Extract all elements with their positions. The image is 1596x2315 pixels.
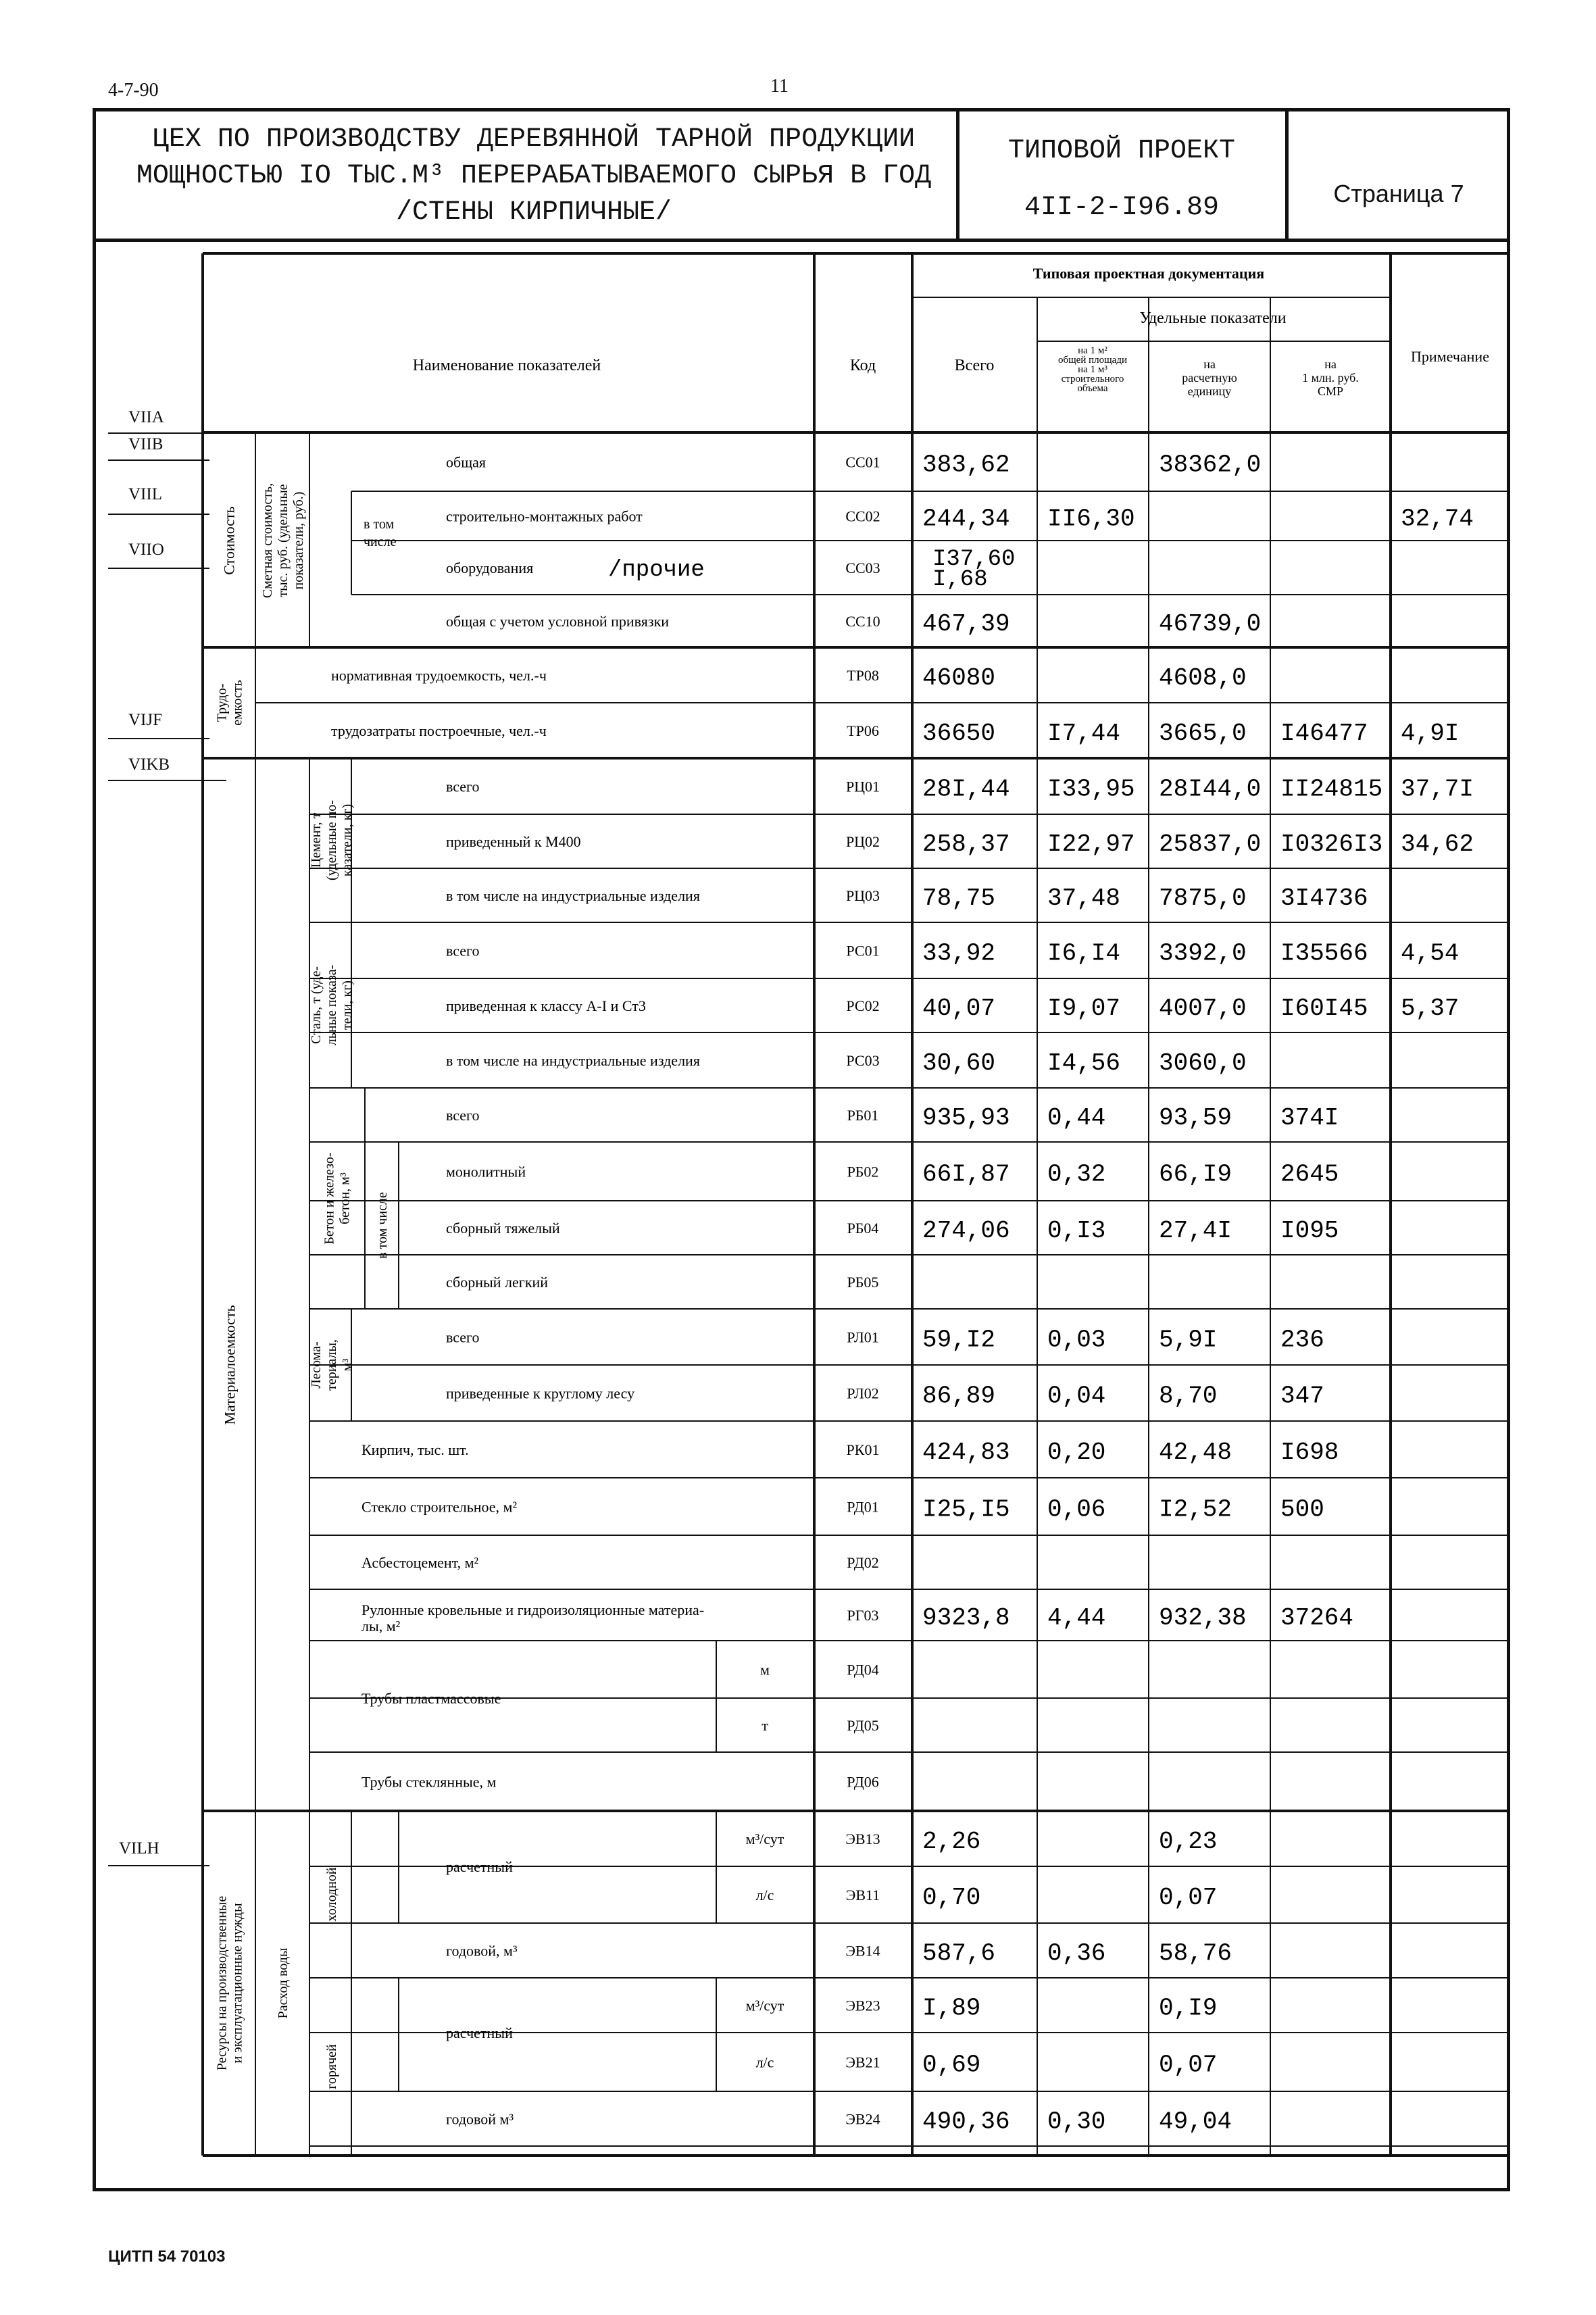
cell-value: 374I — [1280, 1104, 1339, 1132]
group-label-incl: в том числе — [375, 1192, 390, 1259]
page-label: Страница — [1333, 180, 1444, 207]
row-unit: м³/сут — [745, 1997, 784, 2014]
row-name: расчетный — [446, 2024, 513, 2041]
cell-value: 34,62 — [1401, 830, 1474, 858]
row-code: СС01 — [845, 453, 880, 471]
group-label-cost-sub: показатели, руб.) — [291, 491, 306, 590]
row-code: РД02 — [847, 1554, 879, 1571]
cell-value: I9,07 — [1047, 995, 1121, 1022]
cell-value: 0,20 — [1047, 1439, 1106, 1466]
cell-value: I2,52 — [1159, 1495, 1232, 1524]
column-header-note: Примечание — [1411, 348, 1489, 365]
row-code: СС10 — [845, 613, 880, 630]
cell-value: 25837,0 — [1159, 830, 1262, 858]
group-label-labor: емкость — [230, 680, 245, 726]
row-name: приведенная к классу А-I и Ст3 — [446, 997, 646, 1014]
footer-stamp: ЦИТП 54 70103 — [108, 2247, 226, 2266]
row-name: всего — [446, 1107, 480, 1124]
cell-value: 935,93 — [922, 1104, 1010, 1132]
group-label-cement: казатели, кг) — [340, 803, 355, 877]
row-code: СС03 — [845, 559, 880, 576]
cell-value: 0,32 — [1047, 1160, 1106, 1189]
cell-value: II24815 — [1280, 775, 1383, 803]
label-incl: в том — [364, 517, 395, 532]
cell-value: 467,39 — [922, 610, 1010, 638]
cell-value: I6,I4 — [1047, 939, 1121, 968]
cell-value: 932,38 — [1159, 1604, 1247, 1632]
row-name: общая — [446, 453, 487, 471]
row-name: в том числе на индустриальные изделия — [446, 887, 700, 904]
cell-value: 86,89 — [922, 1382, 996, 1410]
column-header-group: Типовая проектная документация — [1032, 265, 1265, 282]
row-name: годовой м³ — [446, 2110, 514, 2128]
cell-value: 37264 — [1280, 1604, 1354, 1632]
cell-value: 46739,0 — [1159, 610, 1262, 638]
row-code: ТР06 — [847, 722, 879, 739]
column-header-per-unit: расчетную — [1182, 371, 1237, 384]
group-label-concrete: бетон, м³ — [337, 1172, 353, 1224]
cell-value: 244,34 — [922, 505, 1010, 533]
cell-value: 78,75 — [922, 885, 996, 912]
row-code: РС02 — [846, 997, 880, 1014]
row-name: в том числе на индустриальные изделия — [446, 1052, 700, 1069]
row-code: РД06 — [847, 1773, 879, 1791]
cell-value: 33,92 — [922, 939, 996, 968]
cell-value: I35566 — [1280, 939, 1368, 968]
row-code: РЦ03 — [845, 887, 880, 904]
row-name: всего — [446, 778, 480, 795]
cell-value: 42,48 — [1159, 1439, 1232, 1466]
cell-value: 93,59 — [1159, 1104, 1232, 1132]
cell-value: I46477 — [1280, 720, 1368, 747]
cell-value: I698 — [1280, 1439, 1339, 1466]
cell-value: 0,07 — [1159, 2051, 1218, 2079]
group-label-hot: горячей — [324, 2044, 339, 2089]
row-name: приведенные к круглому лесу — [446, 1385, 635, 1402]
row-code: РБ04 — [847, 1220, 879, 1237]
cell-value: 274,06 — [922, 1217, 1010, 1245]
cell-value: 500 — [1280, 1495, 1324, 1524]
cell-value: 258,37 — [922, 830, 1010, 858]
cell-value: 37,48 — [1047, 885, 1121, 912]
side-label: VIIA — [128, 408, 164, 426]
group-label-cost: Стоимость — [220, 506, 238, 575]
cell-value: 424,83 — [922, 1439, 1010, 1466]
column-header-code: Код — [849, 357, 876, 374]
cell-value: 0,03 — [1047, 1326, 1106, 1354]
side-label: VIIB — [128, 435, 164, 453]
cell-value: 7875,0 — [1159, 885, 1247, 912]
cell-value: 27,4I — [1159, 1217, 1232, 1245]
side-label: VILH — [119, 1839, 159, 1858]
row-name: всего — [446, 1328, 480, 1346]
group-label-cost-sub: Сметная стоимость, — [260, 482, 275, 599]
group-label-timber: Лесома- — [309, 1341, 324, 1389]
cell-value: 4,44 — [1047, 1604, 1106, 1632]
page-number: 7 — [1450, 180, 1464, 207]
row-name: общая с учетом условной привязки — [446, 613, 670, 630]
group-label-water: Расход воды — [276, 1947, 291, 2019]
cell-value: 3665,0 — [1159, 720, 1247, 747]
cell-value: I7,44 — [1047, 720, 1121, 747]
row-name: Трубы пластмассовые — [361, 1690, 501, 1707]
cell-value: I33,95 — [1047, 775, 1135, 803]
cell-value: 8,70 — [1159, 1382, 1218, 1410]
cell-value: 0,44 — [1047, 1104, 1106, 1132]
cell-value: 3392,0 — [1159, 939, 1247, 968]
cell-value: 0,I9 — [1159, 1994, 1218, 2022]
row-code: РЛ01 — [847, 1328, 879, 1346]
row-name: Стекло строительное, м² — [361, 1498, 518, 1516]
group-label-steel: Сталь, т (уде- — [309, 966, 324, 1045]
group-label-labor: Трудо- — [214, 683, 230, 722]
group-label-concrete: Бетон и железо- — [322, 1152, 337, 1245]
cell-value: 30,60 — [922, 1049, 996, 1077]
cell-value: I4,56 — [1047, 1049, 1121, 1077]
row-code: РЛ02 — [847, 1385, 879, 1402]
row-code: РД04 — [847, 1661, 879, 1678]
row-name: трудозатраты построечные, чел.-ч — [331, 722, 547, 739]
row-name: лы, м² — [361, 1618, 401, 1635]
title-line-3: /СТЕНЫ КИРПИЧНЫЕ/ — [395, 197, 672, 228]
side-label: VIKB — [128, 755, 170, 774]
row-name: нормативная трудоемкость, чел.-ч — [331, 667, 547, 684]
column-header-specific: Удельные показатели — [1139, 309, 1287, 327]
cell-value: 0,30 — [1047, 2108, 1106, 2136]
group-label-cost-sub: тыс. руб. (удельные — [276, 484, 291, 597]
cell-value: 36650 — [922, 720, 996, 747]
row-name: приведенный к М400 — [446, 833, 581, 850]
column-header-per-unit: на — [1203, 357, 1216, 371]
column-header-name: Наименование показателей — [412, 357, 601, 374]
row-name: годовой, м³ — [446, 1942, 518, 1960]
row-code: РБ05 — [847, 1274, 879, 1291]
row-name: Кирпич, тыс. шт. — [361, 1441, 469, 1458]
row-name: сборный легкий — [446, 1274, 549, 1291]
row-name: строительно-монтажных работ — [446, 507, 643, 525]
row-code: ТР08 — [847, 667, 879, 684]
row-code: РЦ02 — [845, 833, 880, 850]
row-code: РГ03 — [847, 1607, 879, 1624]
cell-value: 46080 — [922, 664, 996, 692]
row-name: всего — [446, 942, 480, 960]
row-name: расчетный — [446, 1858, 513, 1875]
group-label-materials: Материалоемкость — [221, 1305, 239, 1425]
cell-value: 0,04 — [1047, 1382, 1106, 1410]
cell-value: 4,9I — [1401, 720, 1460, 747]
row-code: РБ01 — [847, 1107, 879, 1124]
cell-value: I,68 — [932, 567, 988, 593]
group-label-cold: холодной — [324, 1867, 339, 1922]
cell-value: 0,23 — [1159, 1828, 1218, 1856]
column-header-per-m2: на 1 м³ — [1078, 364, 1107, 375]
cell-value: 587,6 — [922, 1939, 996, 1968]
row-unit: т — [762, 1717, 768, 1734]
row-unit: л/с — [755, 2053, 774, 2071]
cell-value: 59,I2 — [922, 1326, 996, 1354]
row-code: РБ02 — [847, 1163, 879, 1180]
cell-value: 4007,0 — [1159, 995, 1247, 1022]
label-incl: числе — [364, 534, 397, 549]
side-label: VIIO — [128, 541, 164, 559]
cell-value: I095 — [1280, 1217, 1339, 1245]
cell-value: 3060,0 — [1159, 1049, 1247, 1077]
cell-value: 4608,0 — [1159, 664, 1247, 692]
side-label: VIIL — [128, 485, 162, 503]
doc-ref: 4-7-90 — [108, 80, 159, 101]
cell-value: 0,36 — [1047, 1939, 1106, 1968]
cell-value: 2,26 — [922, 1828, 981, 1856]
column-header-per-mln: 1 млн. руб. — [1302, 371, 1359, 384]
cell-value: I,89 — [922, 1994, 981, 2022]
cell-value: 2645 — [1280, 1160, 1339, 1189]
group-label-timber: м³ — [340, 1358, 355, 1372]
row-name: сборный тяжелый — [446, 1220, 560, 1237]
row-name-extra: /прочие — [608, 557, 705, 583]
row-code: ЭВ21 — [845, 2053, 880, 2071]
column-header-per-m2: объема — [1077, 383, 1108, 394]
column-header-total: Всего — [954, 357, 995, 374]
cell-value: I0326I3 — [1280, 830, 1383, 858]
column-header-per-m2: строительного — [1061, 374, 1124, 384]
row-code: РД05 — [847, 1717, 879, 1734]
row-code: СС02 — [845, 507, 880, 525]
row-code: РЦ01 — [845, 778, 880, 795]
cell-value: 490,36 — [922, 2108, 1010, 2136]
cell-value: 37,7I — [1401, 775, 1474, 803]
cell-value: 4,54 — [1401, 939, 1460, 968]
row-code: РС03 — [846, 1052, 880, 1069]
row-name: оборудования — [446, 559, 534, 576]
group-label-timber: териалы, — [324, 1339, 339, 1391]
cell-value: 5,37 — [1401, 995, 1460, 1022]
cell-value: 58,76 — [1159, 1939, 1232, 1968]
title-line-2: МОЩНОСТЬЮ IO ТЫС.М³ ПЕРЕРАБАТЫВАЕМОГО СЫРЬЯ В ГОД — [136, 161, 932, 191]
row-code: ЭВ24 — [845, 2110, 880, 2128]
column-header-per-m2: общей площади — [1058, 355, 1127, 366]
cell-value: 0,06 — [1047, 1495, 1106, 1524]
cell-value: 5,9I — [1159, 1326, 1218, 1354]
cell-value: 38362,0 — [1159, 451, 1262, 479]
cell-value: 0,I3 — [1047, 1217, 1106, 1245]
group-label-resources: Ресурсы на производственные — [214, 1895, 230, 2071]
sheet-number: 11 — [770, 76, 789, 97]
cell-value: 0,70 — [922, 1884, 981, 1912]
cell-value: 3I4736 — [1280, 885, 1368, 912]
cell-value: 40,07 — [922, 995, 996, 1022]
group-label-resources: и эксплуатационные нужды — [230, 1903, 245, 2064]
row-code: РС01 — [846, 942, 880, 960]
group-label-cement: (удельные по- — [324, 800, 339, 880]
row-unit: м — [760, 1661, 770, 1678]
group-label-cement: Цемент, т — [309, 812, 324, 868]
cell-value: 9323,8 — [922, 1604, 1010, 1632]
project-code: 4II-2-I96.89 — [1024, 193, 1220, 223]
row-code: ЭВ14 — [845, 1942, 880, 1960]
row-code: ЭВ13 — [845, 1831, 880, 1847]
cell-value: 32,74 — [1401, 505, 1474, 533]
cell-value: 28I,44 — [922, 775, 1010, 803]
column-header-per-unit: единицу — [1187, 384, 1232, 398]
cell-value: 236 — [1280, 1326, 1324, 1354]
cell-value: I25,I5 — [922, 1495, 1010, 1524]
group-label-steel: льные показа- — [324, 964, 339, 1046]
cell-value: I22,97 — [1047, 830, 1135, 858]
cell-value: 66I,87 — [922, 1160, 1010, 1189]
cell-value: 49,04 — [1159, 2108, 1232, 2136]
row-code: РД01 — [847, 1498, 879, 1516]
row-name: Асбестоцемент, м² — [361, 1554, 479, 1571]
cell-value: 66,I9 — [1159, 1160, 1232, 1189]
cell-value: I60I45 — [1280, 995, 1368, 1022]
row-unit: л/с — [755, 1887, 774, 1903]
cell-value: 0,07 — [1159, 1884, 1218, 1912]
column-header-per-mln: СМР — [1317, 384, 1344, 398]
cell-value: 0,69 — [922, 2051, 981, 2079]
row-name: монолитный — [446, 1163, 526, 1180]
side-label: VIJF — [128, 711, 163, 729]
title-line-1: ЦЕХ ПО ПРОИЗВОДСТВУ ДЕРЕВЯННОЙ ТАРНОЙ ПРОДУКЦИИ — [152, 124, 916, 155]
cell-value: II6,30 — [1047, 505, 1135, 533]
row-code: ЭВ23 — [845, 1997, 880, 2014]
column-header-per-mln: на — [1324, 357, 1337, 371]
row-code: ЭВ11 — [845, 1887, 880, 1903]
cell-value: 383,62 — [922, 451, 1010, 479]
column-header-per-m2: на 1 м² — [1078, 345, 1107, 356]
row-name: Трубы стеклянные, м — [361, 1773, 497, 1791]
row-code: РК01 — [846, 1441, 880, 1458]
cell-value: 347 — [1280, 1382, 1324, 1410]
row-name: Рулонные кровельные и гидроизоляционные материа- — [361, 1601, 705, 1618]
row-unit: м³/сут — [745, 1831, 784, 1847]
cell-value: 28I44,0 — [1159, 775, 1262, 803]
group-label-steel: тели, кг) — [340, 980, 355, 1030]
project-label: ТИПОВОЙ ПРОЕКТ — [1007, 136, 1236, 166]
cell-value: I37,60 — [932, 547, 1016, 572]
